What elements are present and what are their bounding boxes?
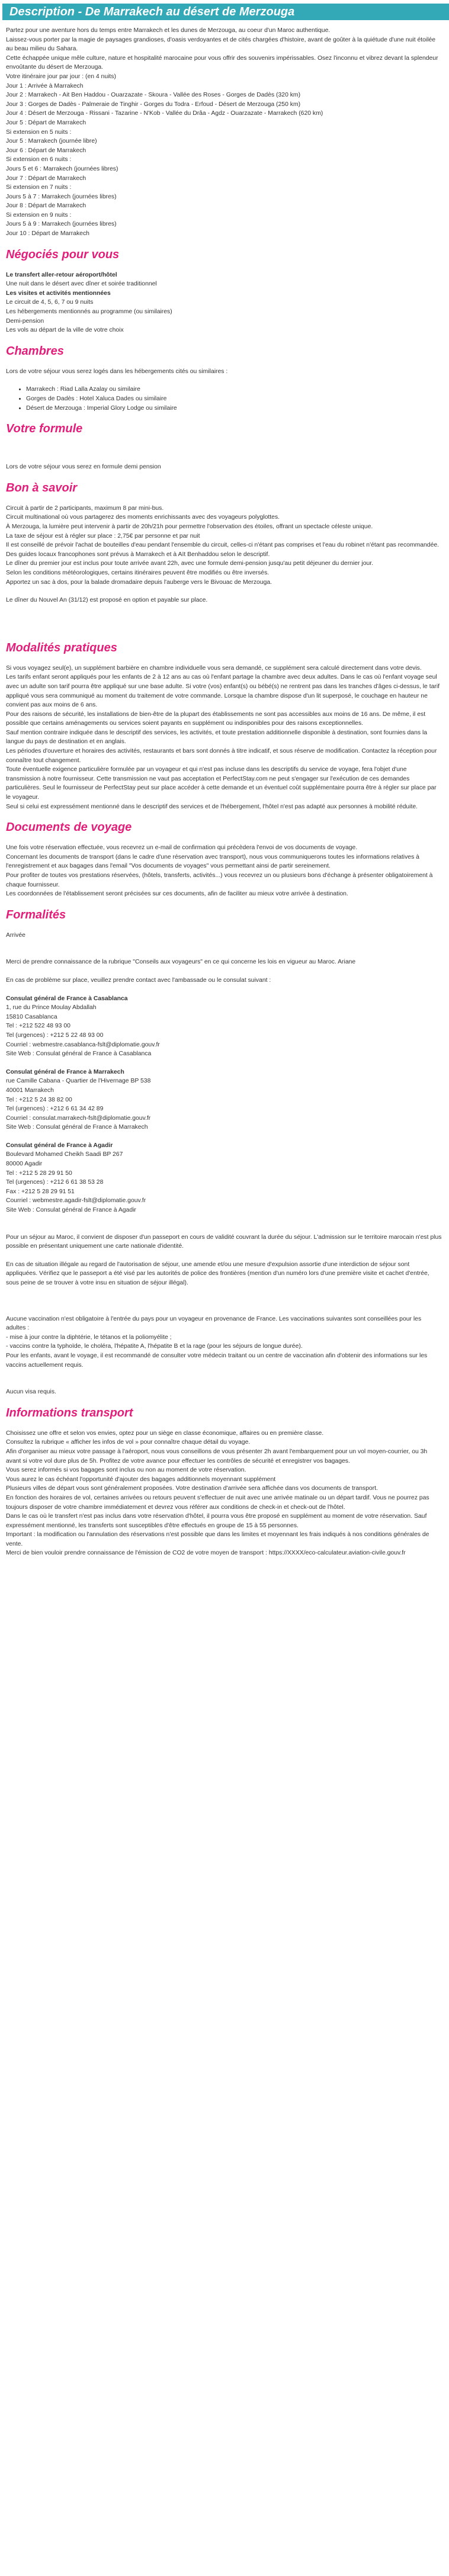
intro-line: Laissez-vous porter par la magie de paysages grandioses, d'oasis verdoyantes et de cités chargées d'histoire, avant de goûter à la quiétude d'une nuit étoilée au beau milieu du Sahara. [6, 36, 436, 53]
tip-line: Selon les conditions météorologiques, certains itinéraires peuvent être modifiés ou être inversés. [6, 569, 270, 576]
itinerary-day: Jour 4 : Désert de Merzouga - Rissani - Tazarine - N'Kob - Vallée du Drâa - Agdz - Ouarzazate - Marrakech (620 km) [6, 110, 323, 117]
chambres-intro: Lors de votre séjour vous serez logés dans les hébergements cités ou similaires : [6, 368, 228, 375]
itinerary-day: Jour 5 : Marrakech (journée libre) [6, 138, 97, 145]
itinerary-day: Jour 1 : Arrivée à Marrakech [6, 82, 84, 89]
consulat-line: Tel : +212 5 24 38 82 00 [6, 1096, 72, 1103]
intro-line: Partez pour une aventure hors du temps entre Marrakech et les dunes de Merzouga, au coeur d'un Maroc authentique. [6, 27, 331, 34]
hotel-list [6, 385, 442, 413]
formule-text: Lors de votre séjour vous serez en formule demi pension [6, 464, 161, 471]
consulat-line: Tel (urgences) : +212 5 22 48 93 00 [6, 1032, 104, 1039]
transport-line: Plusieurs villes de départ vous sont généralement proposées. Votre destination d'arrivée sera affichée dans vos documents de transport. [6, 1485, 378, 1492]
intro-line: Cette échappée unique mêle culture, nature et hospitalité marocaine pour vous offrir des souvenirs impérissables. Osez l'inconnu et vibrez devant la splendeur envoûtante du désert de Merzouga. [6, 54, 438, 71]
description-content [6, 26, 442, 1558]
page-title: Description - De Marrakech au désert de Merzouga [2, 4, 449, 20]
consulat-block [6, 1141, 442, 1215]
modalite-line: Les tarifs enfant seront appliqués pour les enfants de 2 à 12 ans au cas où l'enfant partage la chambre avec deux adultes. Dans le cas où l'enfant voyage seul avec un adulte son tarif pourra être appliqué sur une base adulte. Si votre (vos) enfant(s) ou bébé(s) ne rentrent pas dans les tranches d'âges ci-dessus, le tarif appliqué vous sera communiqué au moment du traitement de votre commande. Lorsque la chambre dispose d'un lit superposé, le couchage en hauteur ne convient pas aux moins de 6 ans. [6, 674, 440, 709]
document-line: Les coordonnées de l'établissement seront précisées sur ces documents, afin de faciliter au mieux votre arrivée à destination. [6, 891, 348, 898]
tip-line: Le dîner du premier jour est inclus pour toute arrivée avant 22h, avec une formule demi-pension jusqu'au petit déjeuner du dernier jour. [6, 560, 374, 567]
modalite-line: Les périodes d'ouverture et horaires des activités, restaurants et bars sont donnés à titre indicatif, et sous réserve de modification. Contactez la réception pour connaître tout changement. [6, 748, 437, 764]
tip-line: Il est conseillé de prévoir l'achat de bouteilles d'eau pendant l'ensemble du circuit, celles-ci n'étant pas comprises et l'eau du robinet n'étant pas recommandée. [6, 542, 440, 549]
consulat-line: Fax : +212 5 28 29 91 51 [6, 1188, 75, 1195]
itinerary-day: Jours 5 à 7 : Marrakech (journées libres) [6, 193, 117, 200]
consulat-line: 1, rue du Prince Moulay Abdallah [6, 1004, 97, 1011]
itinerary-day: Jour 6 : Départ de Marrakech [6, 147, 86, 154]
itinerary-day: Jours 5 et 6 : Marrakech (journées libres) [6, 165, 118, 172]
hotel-list-item: • Désert de Merzouga : Imperial Glory Lodge ou similaire [26, 404, 442, 413]
tip-line: La taxe de séjour est à régler sur place : 2,75€ par personne et par nuit [6, 532, 200, 539]
modalite-line: Si vous voyagez seul(e), un supplément barbière en chambre individuelle vous sera demandé, ce supplément sera calculé directement dans votre devis. [6, 664, 422, 672]
document-line: Une fois votre réservation effectuée, vous recevrez un e-mail de confirmation qui précèdera l'envoi de vos documents de voyage. [6, 844, 358, 852]
consulat-name: Consulat général de France à Marrakech [6, 1068, 124, 1075]
consulat-line: 15810 Casablanca [6, 1013, 57, 1020]
consulat-line: Site Web : Consulat général de France à Marrakech [6, 1124, 148, 1131]
transport-line: En fonction des horaires de vol, certaines arrivées ou retours peuvent s'effectuer de nuit avec une arrivée matinale ou un départ tardif. Vous ne pourrez pas toujours disposer de votre chambre immédiatement et devrez vous référer aux conditions de check-in et check-out de l'hôtel. [6, 1494, 429, 1511]
consulat-block [6, 994, 442, 1059]
included-item: Une nuit dans le désert avec dîner et soirée traditionnel [6, 281, 157, 288]
transport-line: Choisissez une offre et selon vos envies, optez pour un siège en classe économique, affaires ou en première classe. [6, 1430, 324, 1437]
consulat-line: Tel : +212 522 48 93 00 [6, 1023, 70, 1030]
section-heading-formalites: Formalités [6, 908, 66, 921]
included-item: Le circuit de 4, 5, 6, 7 ou 9 nuits [6, 299, 94, 306]
transport-line: Consultez la rubrique « afficher les infos de vol » pour connaître chaque détail du voyage. [6, 1439, 251, 1446]
vaccin-line: Aucune vaccination n'est obligatoire à l'entrée du pays pour un voyageur en provenance de France. Les vaccinations suivantes sont conseillées pour les adultes : [6, 1315, 422, 1332]
modalite-line: Toute éventuelle exigence particulière formulée par un voyageur et qui n'est pas incluse dans les descriptifs du service de voyage, fera l'objet d'une transmission à notre fournisseur. Cette transmission ne vaut pas acceptation et PerfectStay.com ne peut s'engager sur l'exécution de ces demandes particulières. Seul le fournisseur de PerfectStay peut sur place accéder à cette demande et un éventuel coût supplémentaire pourra être à régler sur place par le voyageur. [6, 766, 437, 801]
consulat-line: Tel (urgences) : +212 6 61 34 42 89 [6, 1106, 104, 1113]
modalite-line: Seul si celui est expressément mentionné dans le descriptif des services et de l'hébergement, l'hôtel n'est pas adapté aux personnes à mobilité réduite. [6, 803, 418, 810]
consulat-line: Courriel : webmestre.casablanca-fslt@diplomatie.gouv.fr [6, 1041, 160, 1048]
intro-line: Votre itinéraire jour par jour : (en 4 nuits) [6, 73, 116, 80]
document-line: Pour profiter de toutes vos prestations réservées, (hôtels, transferts, activités...) vous recevrez un ou plusieurs bons d'échange à présenter obligatoirement à chaque fournisseur. [6, 872, 433, 888]
tip-line: À Merzouga, la lumière peut intervenir à partir de 20h/21h pour permettre l'observation des étoiles, offrant un spectacle céleste unique. [6, 523, 373, 530]
section-heading-transport: Informations transport [6, 1406, 133, 1419]
consulat-name: Consulat général de France à Agadir [6, 1142, 113, 1149]
itinerary-day: Jours 5 à 9 : Marrakech (journées libres) [6, 221, 117, 228]
itinerary-day: Jour 7 : Départ de Marrakech [6, 175, 86, 182]
included-item: Les visites et activités mentionnées [6, 290, 111, 297]
formalites-arrivee: Arrivée [6, 932, 25, 939]
hotel-list-item: • Gorges de Dadès : Hotel Xaluca Dades ou similaire [26, 394, 442, 404]
itinerary-day: Jour 2 : Marrakech - Ait Ben Haddou - Ouarzazate - Skoura - Vallée des Roses - Gorges de Dadès (320 km) [6, 92, 301, 99]
consulat-line: Courriel : consulat.marrakech-fslt@diplomatie.gouv.fr [6, 1114, 151, 1122]
tip-line: Circuit à partir de 2 participants, maximum 8 par mini-bus. [6, 505, 164, 512]
included-item: Le transfert aller-retour aéroport/hôtel [6, 271, 117, 278]
section-heading-bon-a-savoir: Bon à savoir [6, 481, 78, 494]
intro-block [6, 26, 442, 239]
section-heading-documents: Documents de voyage [6, 821, 132, 834]
formalites-visa: Aucun visa requis. [6, 1389, 56, 1396]
transport-line: Dans le cas où le transfert n'est pas inclus dans votre réservation d'hôtel, il pourra vous être proposé en supplément au moment de votre réservation. Sauf expressément mentionné, les transferts sont susceptibles d'être effectués en groupe de 15 à 55 personnes. [6, 1513, 427, 1529]
consulat-line: Site Web : Consulat général de France à Agadir [6, 1207, 136, 1214]
itinerary-day: Si extension en 5 nuits : [6, 129, 72, 136]
transport-line: Vous aurez le cas échéant l'opportunité d'ajouter des bagages additionnels moyennant supplément [6, 1476, 276, 1483]
modalite-line: Pour des raisons de sécurité, les installations de bien-être de la plupart des établissements ne sont pas accessibles aux moins de 16 ans. De même, il est possible que certains aménagements ou services soient payants en supplément ou indisponibles pour des raisons exceptionnelles. [6, 711, 426, 727]
section-heading-chambres: Chambres [6, 344, 64, 358]
section-heading-modalites: Modalités pratiques [6, 641, 117, 654]
transport-line: Important : la modification ou l'annulation des réservations n'est possible que dans les limites et moyennant les frais indiqués à nos conditions générales de vente. [6, 1531, 429, 1547]
transport-line: Vous serez informés si vos bagages sont inclus ou non au moment de votre réservation. [6, 1467, 246, 1474]
tip-line: Le dîner du Nouvel An (31/12) est proposé en option et payable sur place. [6, 597, 208, 604]
hotel-list-item: • Marrakech : Riad Lalla Azalay ou similaire [26, 385, 442, 394]
document-line: Concernant les documents de transport (dans le cadre d'une réservation avec transport), nous vous communiquerons toutes les informations relatives à l'enregistrement et aux bagages dans l'email "Vos documents de voyages" vous permettant ainsi de partir sereinement. [6, 853, 419, 870]
consulat-line: 80000 Agadir [6, 1161, 43, 1168]
section-heading-negocies: Négociés pour vous [6, 248, 120, 261]
vaccin-line: - vaccins contre la typhoïde, le choléra, l'hépatite A, l'hépatite B et la rage (pour les séjours de longue durée). [6, 1343, 303, 1350]
formalites-illegal: En cas de situation illégale au regard de l'autorisation de séjour, une amende et/ou une mesure d'expulsion assortie d'une interdiction de séjour sont appliquées. Vérifiez que le passeport a été visé par les autorités de police des frontières (mention d'un numéro lors d'une première visite et cachet d'entrée, sous peine de se trouver à votre insu en situation de séjour illégal). [6, 1261, 429, 1286]
tip-line: Des guides locaux francophones sont prévus à Marrakech et à Aït Benhaddou selon le descriptif. [6, 551, 270, 558]
included-item: Les vols au départ de la ville de votre choix [6, 327, 124, 334]
formalites-passeport: Pour un séjour au Maroc, il convient de disposer d'un passeport en cours de validité couvrant la durée du séjour. L'admission sur le territoire marocain n'est plus possible en présentant uniquement une carte nationale d'identité. [6, 1234, 442, 1250]
itinerary-day: Jour 8 : Départ de Marrakech [6, 203, 86, 210]
itinerary-day: Jour 10 : Départ de Marrakech [6, 230, 89, 237]
itinerary-day: Jour 3 : Gorges de Dadès - Palmeraie de Tinghir - Gorges du Todra - Erfoud - Désert de Merzouga (250 km) [6, 101, 301, 108]
consulat-line: Tel (urgences) : +212 6 61 38 53 28 [6, 1179, 104, 1186]
formalites-conseils: Merci de prendre connaissance de la rubrique "Conseils aux voyageurs" en ce qui concerne les lois en vigueur au Maroc. Ariane [6, 959, 356, 966]
consulat-line: Courriel : webmestre.agadir-fslt@diplomatie.gouv.fr [6, 1197, 146, 1205]
transport-line: Afin d'organiser au mieux votre passage à l'aéroport, nous vous conseillons de vous présenter 2h avant l'embarquement pour un vol moyen-courrier, ou 3h avant si votre vol dure plus de 5h. Profitez de votre avance pour effectuer les contrôles de sécurité et enregistrer vos bagages. [6, 1448, 428, 1464]
section-heading-formule: Votre formule [6, 422, 83, 436]
vaccin-line: Pour les enfants, avant le voyage, il est recommandé de consulter votre médecin traitant ou un centre de vaccination afin d'obtenir des informations sur les vaccins actuellement requis. [6, 1352, 428, 1369]
modalite-line: Sauf mention contraire indiquée dans le descriptif des services, les activités, et toute prestation additionnelle disponible à destination, sont fournies dans la langue du pays de destination et en anglais. [6, 729, 428, 746]
itinerary-day: Si extension en 6 nuits : [6, 156, 72, 163]
consulat-line: Tel : +212 5 28 29 91 50 [6, 1170, 72, 1177]
tip-line: Circuit multinational où vous partagerez des moments enrichissants avec des voyageurs polyglottes. [6, 514, 280, 521]
consulat-name: Consulat général de France à Casablanca [6, 995, 128, 1002]
included-item: Les hébergements mentionnés au programme (ou similaires) [6, 309, 172, 316]
consulat-line: Boulevard Mohamed Cheikh Saadi BP 267 [6, 1151, 123, 1158]
consulat-line: 40001 Marrakech [6, 1087, 54, 1094]
itinerary-day: Si extension en 9 nuits : [6, 211, 72, 219]
consulat-line: Site Web : Consulat général de France à Casablanca [6, 1051, 152, 1058]
tip-line: Apportez un sac à dos, pour la balade dromadaire depuis l'auberge vers le Bivouac de Merzouga. [6, 579, 272, 586]
transport-line: Merci de bien vouloir prendre connaissance de l'émission de CO2 de votre moyen de transport : https://XXXX/eco-calculateur.aviation-civile.gouv.fr [6, 1550, 406, 1557]
consulat-block [6, 1068, 442, 1132]
vaccin-line: - mise à jour contre la diphtérie, le tétanos et la poliomyélite ; [6, 1334, 172, 1341]
formalites-probleme: En cas de problème sur place, veuillez prendre contact avec l'ambassade ou le consulat suivant : [6, 977, 271, 984]
itinerary-day: Jour 5 : Départ de Marrakech [6, 119, 86, 126]
included-item: Demi-pension [6, 317, 44, 325]
consulat-line: rue Camille Cabana - Quartier de l'Hivernage BP 538 [6, 1078, 151, 1085]
itinerary-day: Si extension en 7 nuits : [6, 184, 72, 191]
